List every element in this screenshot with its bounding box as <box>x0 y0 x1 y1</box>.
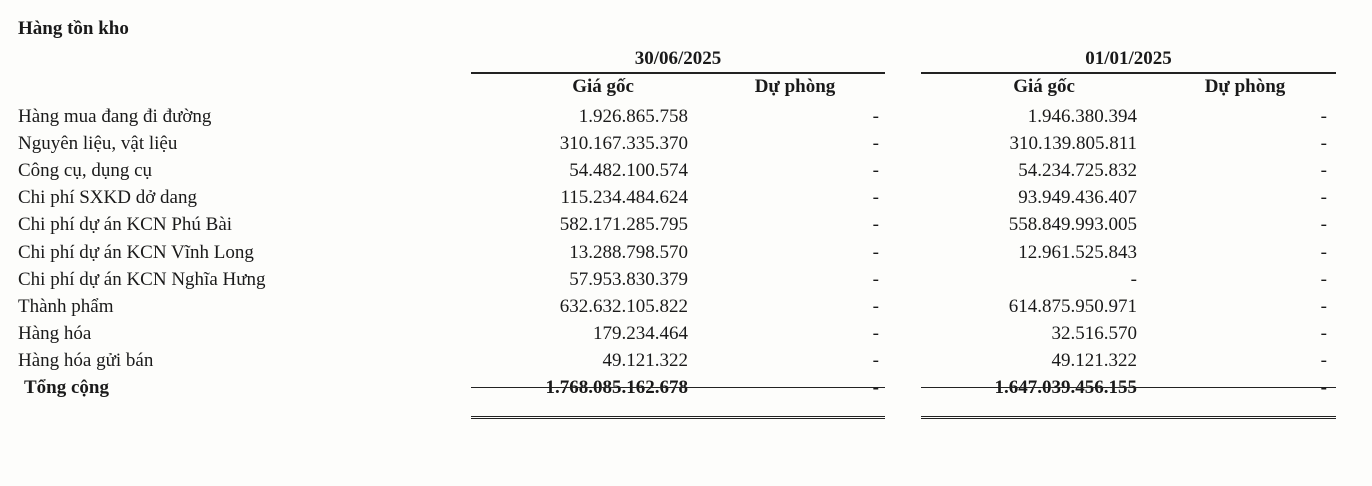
provision-2025-01: - <box>1320 350 1327 372</box>
cost-2025-06: 54.482.100.574 <box>569 159 688 181</box>
provision-2025-01: - <box>1320 187 1327 209</box>
cost-2025-06: 13.288.798.570 <box>569 241 688 263</box>
subtotal-rule-1 <box>471 387 885 388</box>
cost-2025-01: 1.647.039.456.155 <box>994 377 1137 399</box>
cost-2025-06: 1.926.865.758 <box>578 105 688 127</box>
provision-2025-06: - <box>872 295 879 317</box>
section-title: Hàng tồn kho <box>18 18 129 39</box>
col-header-provision-1: Dự phòng <box>754 76 836 97</box>
column-gap <box>885 293 921 320</box>
column-gap <box>885 103 921 130</box>
row-label: Chi phí dự án KCN Phú Bài <box>18 214 233 236</box>
subtotal-rule-2 <box>921 387 1336 388</box>
provision-2025-01: - <box>1320 295 1327 317</box>
total-row <box>0 375 1336 402</box>
cost-2025-06: 49.121.322 <box>602 350 688 372</box>
col-header-cost-2: Giá gốc <box>1013 76 1075 97</box>
table-row <box>0 157 1336 184</box>
cost-2025-01: - <box>1130 268 1137 290</box>
provision-2025-01: - <box>1320 268 1327 290</box>
cost-2025-01: 54.234.725.832 <box>1018 159 1137 181</box>
table-row <box>0 239 1336 266</box>
cost-2025-01: 32.516.570 <box>1051 323 1137 345</box>
provision-2025-06: - <box>872 323 879 345</box>
cost-2025-01: 614.875.950.971 <box>1008 295 1137 317</box>
cost-2025-01: 49.121.322 <box>1051 350 1137 372</box>
row-label: Hàng hóa gửi bán <box>18 350 154 372</box>
cost-2025-06: 582.171.285.795 <box>559 214 688 236</box>
row-label: Hàng hóa <box>18 323 92 345</box>
provision-2025-01: - <box>1320 241 1327 263</box>
cost-2025-01: 12.961.525.843 <box>1018 241 1137 263</box>
row-label: Tổng cộng <box>24 377 109 399</box>
table-row <box>0 212 1336 239</box>
provision-2025-01: - <box>1320 159 1327 181</box>
cost-2025-06: 57.953.830.379 <box>569 268 688 290</box>
row-label: Chi phí SXKD dở dang <box>18 187 197 209</box>
table-row <box>0 185 1336 212</box>
row-label: Chi phí dự án KCN Nghĩa Hưng <box>18 268 266 290</box>
provision-2025-06: - <box>872 132 879 154</box>
column-gap <box>885 157 921 184</box>
cost-2025-06: 310.167.335.370 <box>559 132 688 154</box>
provision-2025-06: - <box>872 377 879 399</box>
column-gap <box>885 185 921 212</box>
table-row <box>0 293 1336 320</box>
row-label: Công cụ, dụng cụ <box>18 159 153 181</box>
period-header-2025-01-01: 01/01/2025 <box>921 46 1336 74</box>
cost-2025-01: 558.849.993.005 <box>1008 214 1137 236</box>
column-gap <box>885 348 921 375</box>
provision-2025-01: - <box>1320 377 1327 399</box>
column-gap <box>885 239 921 266</box>
inventory-table <box>0 103 1336 402</box>
row-label: Thành phẩm <box>18 295 114 317</box>
row-label: Nguyên liệu, vật liệu <box>18 132 178 154</box>
provision-2025-06: - <box>872 159 879 181</box>
table-row <box>0 266 1336 293</box>
cost-2025-01: 1.946.380.394 <box>1027 105 1137 127</box>
provision-2025-06: - <box>872 187 879 209</box>
provision-2025-06: - <box>872 241 879 263</box>
period-header-2025-06-30: 30/06/2025 <box>471 46 885 74</box>
row-label: Hàng mua đang đi đường <box>18 105 212 127</box>
table-row <box>0 130 1336 157</box>
table-row <box>0 103 1336 130</box>
provision-2025-01: - <box>1320 105 1327 127</box>
col-header-cost-1: Giá gốc <box>572 76 634 97</box>
col-header-provision-2: Dự phòng <box>1204 76 1286 97</box>
cost-2025-06: 1.768.085.162.678 <box>545 377 688 399</box>
provision-2025-01: - <box>1320 214 1327 236</box>
provision-2025-06: - <box>872 268 879 290</box>
provision-2025-01: - <box>1320 323 1327 345</box>
cost-2025-01: 310.139.805.811 <box>1009 132 1137 154</box>
row-label: Chi phí dự án KCN Vĩnh Long <box>18 241 254 263</box>
column-gap <box>885 212 921 239</box>
cost-2025-01: 93.949.436.407 <box>1018 187 1137 209</box>
column-gap <box>885 130 921 157</box>
provision-2025-06: - <box>872 214 879 236</box>
provision-2025-06: - <box>872 350 879 372</box>
provision-2025-06: - <box>872 105 879 127</box>
cost-2025-06: 179.234.464 <box>593 323 688 345</box>
total-double-rule-1 <box>471 416 885 419</box>
column-gap <box>885 266 921 293</box>
cost-2025-06: 115.234.484.624 <box>560 187 688 209</box>
cost-2025-06: 632.632.105.822 <box>559 295 688 317</box>
table-row <box>0 321 1336 348</box>
column-gap <box>885 375 921 402</box>
table-row <box>0 348 1336 375</box>
provision-2025-01: - <box>1320 132 1327 154</box>
column-gap <box>885 321 921 348</box>
total-double-rule-2 <box>921 416 1336 419</box>
